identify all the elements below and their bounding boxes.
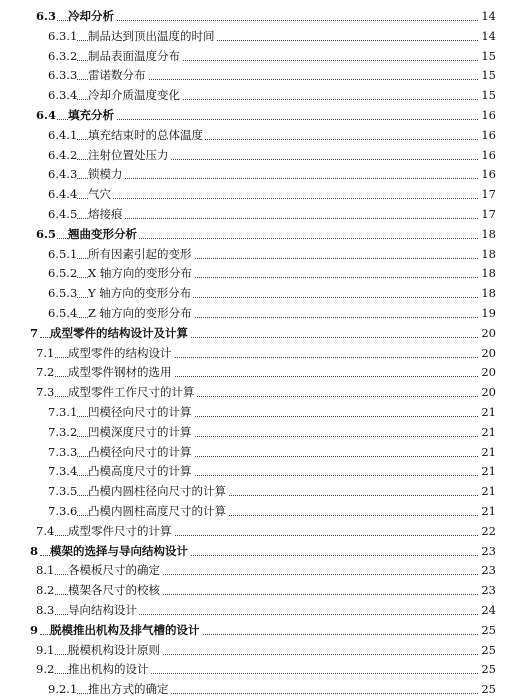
- toc-entry[interactable]: [0, 363, 520, 383]
- toc-entry[interactable]: [0, 581, 520, 601]
- toc-entry-number: 6.5.3: [48, 284, 77, 304]
- toc-entry[interactable]: [0, 462, 520, 482]
- toc-entry-number: 6.4.4: [48, 185, 77, 205]
- toc-entry[interactable]: [0, 344, 520, 364]
- toc-entry[interactable]: [0, 7, 520, 27]
- toc-entry-page-number: 21: [479, 403, 496, 423]
- toc-entry-number: 6.5.4: [48, 304, 77, 324]
- toc-entry-page-number: 20: [479, 363, 496, 383]
- toc-entry[interactable]: [0, 126, 520, 146]
- toc-entry-title: 脱模推出机构及排气槽的设计: [50, 621, 202, 641]
- toc-entry-title: 填充分析: [68, 106, 116, 126]
- toc-entry[interactable]: [0, 264, 520, 284]
- toc-entry[interactable]: [0, 146, 520, 166]
- toc-entry[interactable]: [0, 561, 520, 581]
- toc-entry-number: 7.3.2: [48, 423, 77, 443]
- toc-entry-title: 导向结构设计: [68, 601, 139, 621]
- toc-entry[interactable]: [0, 47, 520, 67]
- toc-entry-number: 7: [30, 324, 38, 344]
- toc-entry[interactable]: [0, 601, 520, 621]
- toc-entry[interactable]: [0, 66, 520, 86]
- toc-entry[interactable]: [0, 324, 520, 344]
- toc-entry[interactable]: [0, 403, 520, 423]
- toc-entry-page-number: 17: [479, 185, 496, 205]
- toc-entry-page-number: 18: [479, 225, 496, 245]
- toc-entry-page-number: 16: [479, 106, 496, 126]
- toc-entry-number: 6.5.2: [48, 264, 77, 284]
- toc-entry-page-number: 15: [479, 47, 496, 67]
- toc-entry-number: 6.4: [36, 106, 56, 126]
- toc-entry-number: 6.3.4: [48, 86, 77, 106]
- dot-leader: [58, 198, 496, 199]
- toc-entry-page-number: 25: [479, 680, 496, 700]
- toc-entry-title: Z 轴方向的变形分布: [88, 304, 194, 324]
- toc-entry-page-number: 16: [479, 146, 496, 166]
- toc-entry-number: 7.3.1: [48, 403, 77, 423]
- toc-entry-page-number: 24: [479, 601, 496, 621]
- toc-entry-number: 6.4.2: [48, 146, 77, 166]
- toc-entry-title: 翘曲变形分析: [68, 225, 139, 245]
- toc-entry[interactable]: [0, 621, 520, 641]
- toc-entry-title: 推出方式的确定: [88, 680, 171, 700]
- toc-entry-number: 7.3.5: [48, 482, 77, 502]
- toc-entry-page-number: 23: [479, 581, 496, 601]
- toc-entry-title: Y 轴方向的变形分布: [88, 284, 193, 304]
- toc-entry[interactable]: [0, 284, 520, 304]
- toc-entry-page-number: 21: [479, 482, 496, 502]
- toc-entry-page-number: 21: [479, 462, 496, 482]
- toc-entry-number: 9.2: [36, 660, 54, 680]
- toc-entry-page-number: 19: [479, 304, 496, 324]
- toc-entry[interactable]: [0, 443, 520, 463]
- toc-entry-title: 制品表面温度分布: [88, 47, 182, 67]
- toc-entry-number: 8.1: [36, 561, 54, 581]
- toc-entry-page-number: 16: [479, 165, 496, 185]
- toc-entry[interactable]: [0, 205, 520, 225]
- toc-entry-title: 凹模深度尺寸的计算: [88, 423, 194, 443]
- toc-entry-page-number: 16: [479, 126, 496, 146]
- toc-entry[interactable]: [0, 680, 520, 700]
- toc-entry-page-number: 22: [479, 522, 496, 542]
- toc-entry-title: 冷却分析: [68, 7, 116, 27]
- toc-entry[interactable]: [0, 502, 520, 522]
- toc-entry-number: 6.5.1: [48, 245, 77, 265]
- toc-entry[interactable]: [0, 482, 520, 502]
- toc-entry-title: 成型零件尺寸的计算: [68, 522, 174, 542]
- toc-entry-page-number: 20: [479, 383, 496, 403]
- toc-entry-title: 填充结束时的总体温度: [88, 126, 205, 146]
- toc-entry-title: 气穴: [88, 185, 113, 205]
- toc-entry-title: 熔接痕: [88, 205, 125, 225]
- toc-entry-title: 模架各尺寸的校核: [68, 581, 162, 601]
- toc-entry-number: 6.4.3: [48, 165, 77, 185]
- toc-entry-title: 凸模径向尺寸的计算: [88, 443, 194, 463]
- toc-entry-number: 6.3.2: [48, 47, 77, 67]
- toc-entry-number: 7.1: [36, 344, 54, 364]
- toc-entry-page-number: 21: [479, 423, 496, 443]
- toc-entry-title: 凸模高度尺寸的计算: [88, 462, 194, 482]
- toc-entry-title: 成型零件钢材的选用: [68, 363, 174, 383]
- toc-entry-number: 6.4.5: [48, 205, 77, 225]
- toc-entry-page-number: 21: [479, 443, 496, 463]
- toc-entry[interactable]: [0, 27, 520, 47]
- toc-entry-number: 7.3.4: [48, 462, 77, 482]
- toc-entry-title: 成型零件的结构设计及计算: [50, 324, 190, 344]
- toc-entry[interactable]: [0, 304, 520, 324]
- toc-entry[interactable]: [0, 542, 520, 562]
- toc-entry-title: 推出机构的设计: [68, 660, 151, 680]
- toc-entry-title: 冷却介质温度变化: [88, 86, 182, 106]
- toc-entry-number: 6.3.3: [48, 66, 77, 86]
- toc-entry-page-number: 25: [479, 660, 496, 680]
- toc-entry[interactable]: [0, 641, 520, 661]
- toc-entry[interactable]: [0, 86, 520, 106]
- toc-entry[interactable]: [0, 106, 520, 126]
- toc-entry-page-number: 20: [479, 344, 496, 364]
- toc-entry-title: 脱模机构设计原则: [68, 641, 162, 661]
- toc-entry[interactable]: [0, 383, 520, 403]
- toc-entry-number: 9.1: [36, 641, 54, 661]
- toc-entry-number: 9.2.1: [48, 680, 77, 700]
- toc-entry-number: 8.3: [36, 601, 54, 621]
- toc-entry[interactable]: [0, 522, 520, 542]
- toc-entry-title: 所有因素引起的变形: [88, 245, 194, 265]
- toc-entry[interactable]: [0, 660, 520, 680]
- toc-entry[interactable]: [0, 225, 520, 245]
- toc-entry-page-number: 25: [479, 641, 496, 661]
- toc-entry-title: X 轴方向的变形分布: [88, 264, 194, 284]
- toc-entry-page-number: 17: [479, 205, 496, 225]
- toc-entry-number: 6.3.1: [48, 27, 77, 47]
- toc-entry-title: 模架的选择与导向结构设计: [50, 542, 190, 562]
- toc-entry-number: 8.2: [36, 581, 54, 601]
- toc-entry-title: 锁模力: [88, 165, 125, 185]
- toc-entry-page-number: 14: [479, 7, 496, 27]
- toc-entry-page-number: 14: [479, 27, 496, 47]
- toc-entry-page-number: 23: [479, 561, 496, 581]
- toc-entry-title: 注射位置处压力: [88, 146, 171, 166]
- toc-entry-title: 成型零件的结构设计: [68, 344, 174, 364]
- toc-entry-title: 凸模内圆柱径向尺寸的计算: [88, 482, 228, 502]
- toc-entry[interactable]: [0, 165, 520, 185]
- toc-entry-title: 各模板尺寸的确定: [68, 561, 162, 581]
- toc-entry-page-number: 18: [479, 245, 496, 265]
- toc-entry-number: 6.4.1: [48, 126, 77, 146]
- toc-entry[interactable]: [0, 185, 520, 205]
- toc-entry[interactable]: [0, 423, 520, 443]
- toc-entry-number: 7.4: [36, 522, 54, 542]
- toc-entry-number: 8: [30, 542, 38, 562]
- toc-entry-number: 7.3.6: [48, 502, 77, 522]
- toc-entry-page-number: 15: [479, 86, 496, 106]
- toc-entry-page-number: 25: [479, 621, 496, 641]
- toc-entry-page-number: 18: [479, 284, 496, 304]
- toc-entry-number: 7.3: [36, 383, 54, 403]
- toc-entry-number: 9: [30, 621, 38, 641]
- toc-entry-number: 7.2: [36, 363, 54, 383]
- toc-entry-title: 雷诺数分布: [88, 66, 148, 86]
- toc-entry-number: 6.3: [36, 7, 56, 27]
- toc-entry-title: 凹模径向尺寸的计算: [88, 403, 194, 423]
- toc-entry[interactable]: [0, 245, 520, 265]
- toc-entry-page-number: 21: [479, 502, 496, 522]
- toc-entry-title: 成型零件工作尺寸的计算: [68, 383, 197, 403]
- toc-entry-number: 7.3.3: [48, 443, 77, 463]
- toc-entry-number: 6.5: [36, 225, 56, 245]
- toc-entry-page-number: 18: [479, 264, 496, 284]
- toc-entry-page-number: 20: [479, 324, 496, 344]
- table-of-contents: [0, 7, 520, 700]
- toc-entry-title: 制品达到顶出温度的时间: [88, 27, 217, 47]
- toc-entry-title: 凸模内圆柱高度尺寸的计算: [88, 502, 228, 522]
- toc-entry-page-number: 23: [479, 542, 496, 562]
- toc-entry-page-number: 15: [479, 66, 496, 86]
